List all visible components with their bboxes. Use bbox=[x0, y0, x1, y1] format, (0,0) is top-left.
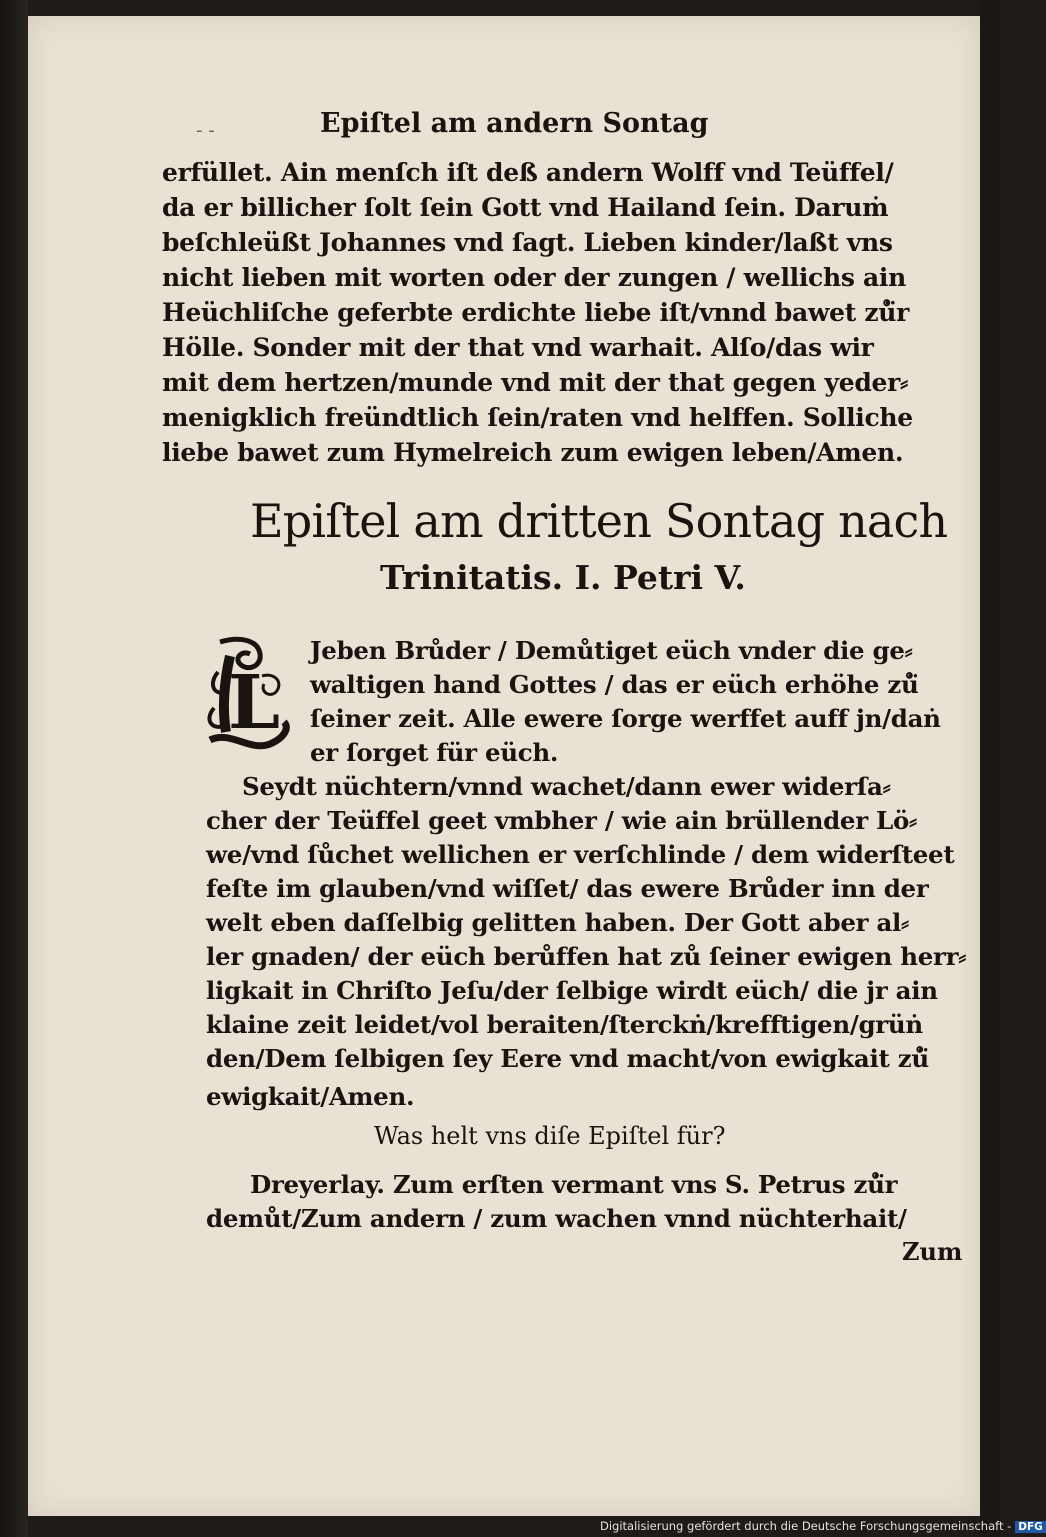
paragraph-line: ler gnaden/ der eüch berůffen hat zů ſeiner ewigen herr⸗ bbox=[206, 942, 967, 971]
final-line: demůt/Zum andern / zum wachen vnnd nüchterhait/ bbox=[206, 1204, 907, 1233]
paragraph-line: ligkait in Chriſto Jeſu/der ſelbige wirdt eüch/ die jr ain bbox=[206, 976, 938, 1005]
scan-left-edge bbox=[0, 0, 28, 1537]
body-line: erfüllet. Ain menſch iſt deß andern Wolff vnd Teüffel/ bbox=[162, 158, 894, 187]
body-line: nicht lieben mit worten oder der zungen / wellichs ain bbox=[162, 263, 907, 292]
dfg-logo: DFG bbox=[1015, 1521, 1046, 1533]
paragraph-line: ewigkait/Amen. bbox=[206, 1082, 415, 1111]
paragraph-line: feſte im glauben/vnd wiſſet/ das ewere Brůder inn der bbox=[206, 874, 929, 903]
paragraph-line: welt eben daſſelbig gelitten haben. Der Gott aber al⸗ bbox=[206, 908, 909, 937]
dropcap-line: er ſorget für eüch. bbox=[310, 738, 559, 767]
body-line: beſchleüßt Johannes vnd ſagt. Lieben kinder/laßt vns bbox=[162, 228, 893, 257]
footer-text: Digitalisierung gefördert durch die Deutsche Forschungsgemeinschaft - bbox=[600, 1519, 1012, 1533]
paragraph-line: we/vnd ſůchet wellichen er verſchlinde / dem widerſteet bbox=[206, 840, 955, 869]
dropcap-line: ſeiner zeit. Alle ewere ſorge werffet auff jn/daṅ bbox=[310, 704, 941, 733]
paragraph-line: cher der Teüffel geet vmbher / wie ain brüllender Lö⸗ bbox=[206, 806, 917, 835]
dropcap-line: Jeben Brůder / Demůtiget eüch vnder die ge⸗ bbox=[310, 636, 913, 665]
body-line: da er billicher ſolt ſein Gott vnd Hailand ſein. Daruṁ bbox=[162, 193, 889, 222]
body-line: liebe bawet zum Hymelreich zum ewigen leben/Amen. bbox=[162, 438, 904, 467]
digitization-footer bbox=[600, 1519, 1046, 1533]
body-line: mit dem hertzen/munde vnd mit der that gegen yeder⸗ bbox=[162, 368, 909, 397]
section-subtitle: Trinitatis. I. Petri V. bbox=[380, 558, 746, 597]
scan-right-edge bbox=[980, 0, 1000, 1537]
body-line: Hölle. Sonder mit der that vnd warhait. Alſo/das wir bbox=[162, 333, 874, 362]
final-line: Dreyerlay. Zum erſten vermant vns S. Petrus zů̈r bbox=[250, 1170, 898, 1199]
sub-heading: Was helt vns diſe Epiſtel für? bbox=[374, 1122, 726, 1150]
dropcap-line: waltigen hand Gottes / das er eüch erhöhe zů̈ bbox=[310, 670, 919, 699]
paragraph-line: Seydt nüchtern/vnnd wachet/dann ewer widerſa⸗ bbox=[242, 772, 891, 801]
body-line: menigklich freündtlich ſein/raten vnd helffen. Solliche bbox=[162, 403, 913, 432]
running-head: Epiſtel am andern Sontag bbox=[320, 108, 709, 139]
corner-mark: - - bbox=[196, 120, 215, 141]
paragraph-line: den/Dem ſelbigen ſey Eere vnd macht/von ewigkait zů̈ bbox=[206, 1044, 929, 1073]
decorated-initial bbox=[200, 632, 296, 762]
paragraph-line: klaine zeit leidet/vol beraiten/ſterckṅ/krefftigen/grüṅ bbox=[206, 1010, 923, 1039]
section-title: Epiſtel am dritten Sontag nach bbox=[250, 494, 948, 548]
body-line: Heüchliſche geferbte erdichte liebe iſt/vnnd bawet zů̈r bbox=[162, 298, 910, 327]
dropcap-letter: L bbox=[228, 660, 281, 746]
catchword: Zum bbox=[902, 1237, 963, 1266]
